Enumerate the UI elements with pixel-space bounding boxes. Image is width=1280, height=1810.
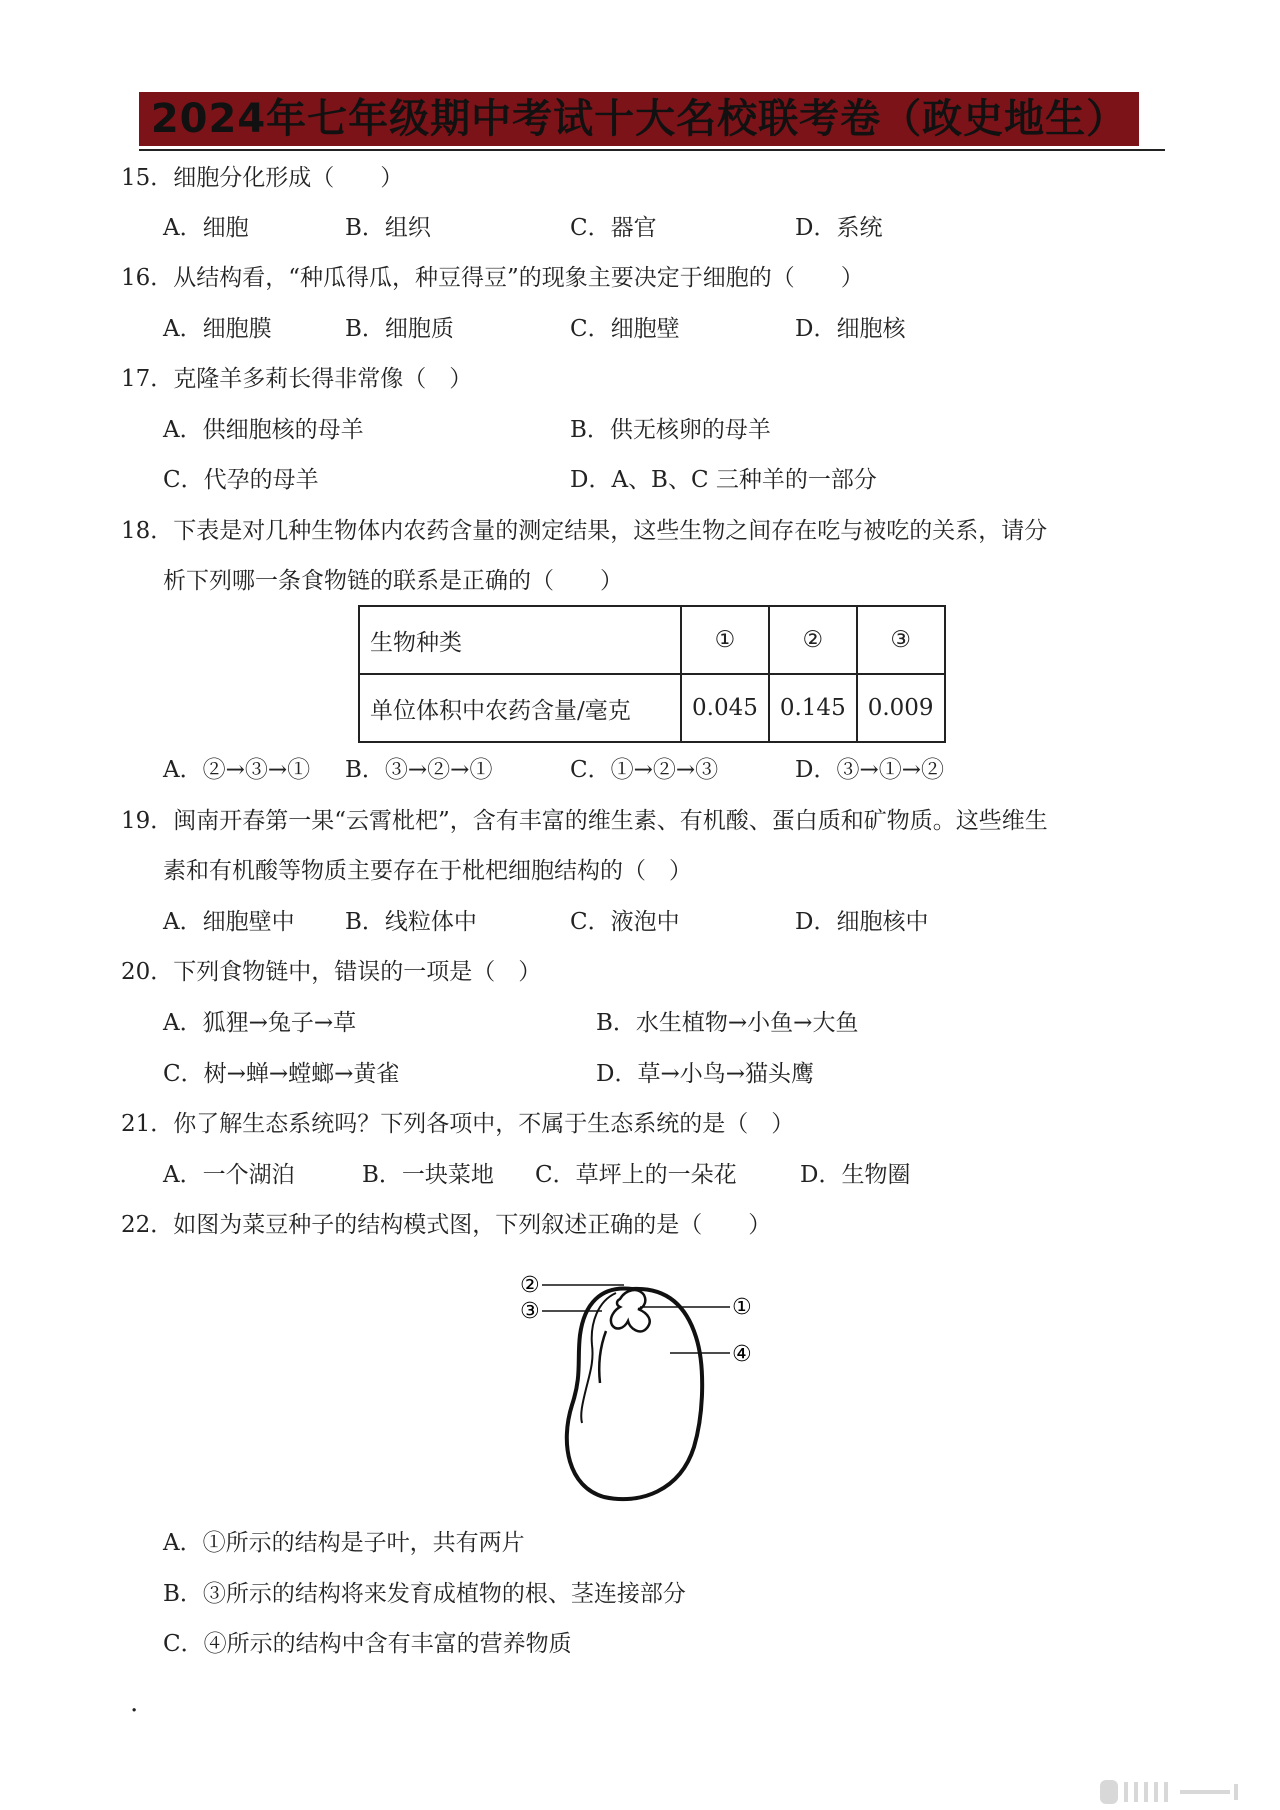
bean-seed-diagram [520, 1265, 780, 1515]
pesticide-table [358, 605, 946, 743]
q22-option-c: C．④所示的结构中含有丰富的营养物质 [163, 1631, 572, 1657]
q16-option-c: C．细胞壁 [570, 316, 680, 342]
q19-option-c: C．液泡中 [570, 909, 680, 935]
table-row [359, 674, 945, 742]
q18-option-b: B．③→②→① [345, 757, 493, 783]
table-cell: 0.145 [769, 674, 857, 742]
q19-option-d: D．细胞核中 [795, 909, 929, 935]
question-16-stem: 16．从结构看，“种瓜得瓜，种豆得豆”的现象主要决定于细胞的（ ） [121, 265, 864, 291]
q15-option-b: B．组织 [345, 215, 431, 241]
question-20-stem: 20．下列食物链中，错误的一项是（ ） [121, 959, 542, 985]
exam-title-banner: 2024年七年级期中考试十大名校联考卷（政史地生） [139, 92, 1139, 146]
table-cell: 0.009 [857, 674, 945, 742]
q15-option-a: A．细胞 [163, 215, 249, 241]
table-row [359, 606, 945, 674]
q16-option-d: D．细胞核 [795, 316, 906, 342]
question-15-stem: 15．细胞分化形成（ ） [121, 165, 404, 191]
question-21-stem: 21．你了解生态系统吗？下列各项中，不属于生态系统的是（ ） [121, 1111, 795, 1137]
radicle-line [599, 1331, 606, 1383]
table-cell: 生物种类 [359, 606, 681, 674]
q19-option-a: A．细胞壁中 [163, 909, 295, 935]
q18-option-c: C．①→②→③ [570, 757, 719, 783]
q18-option-d: D．③→①→② [795, 757, 944, 783]
q17-option-c: C．代孕的母羊 [163, 467, 319, 493]
corner-watermark [1100, 1778, 1260, 1806]
q22-option-a: A．①所示的结构是子叶，共有两片 [163, 1530, 525, 1556]
q20-option-c: C．树→蝉→螳螂→黄雀 [163, 1061, 400, 1087]
seed-coat-outline [567, 1288, 702, 1499]
table-cell: 0.045 [681, 674, 769, 742]
question-18-stem-line1: 18．下表是对几种生物体内农药含量的测定结果，这些生物之间存在吃与被吃的关系，请分 [121, 518, 1048, 544]
q20-option-d: D．草→小鸟→猫头鹰 [596, 1061, 814, 1087]
q22-option-b: B．③所示的结构将来发育成植物的根、茎连接部分 [163, 1581, 686, 1607]
diagram-label: ③ [520, 1299, 540, 1324]
q21-option-c: C．草坪上的一朵花 [535, 1162, 737, 1188]
diagram-label: ④ [732, 1342, 752, 1367]
q21-option-d: D．生物圈 [800, 1162, 911, 1188]
question-19-stem-line1: 19．闽南开春第一果“云霄枇杷”，含有丰富的维生素、有机酸、蛋白质和矿物质。这些维生 [121, 808, 1048, 834]
q15-option-d: D．系统 [795, 215, 883, 241]
q21-option-b: B．一块菜地 [362, 1162, 494, 1188]
table-cell: 单位体积中农药含量/毫克 [359, 674, 681, 742]
q16-option-b: B．细胞质 [345, 316, 454, 342]
table-cell: ① [681, 606, 769, 674]
q20-option-a: A．狐狸→兔子→草 [163, 1010, 357, 1036]
question-17-stem: 17．克隆羊多莉长得非常像（ ） [121, 366, 473, 392]
table-cell: ② [769, 606, 857, 674]
question-19-stem-line2: 素和有机酸等物质主要存在于枇杷细胞结构的（ ） [163, 858, 692, 884]
q17-option-d: D．A、B、C 三种羊的一部分 [570, 467, 877, 493]
q16-option-a: A．细胞膜 [163, 316, 272, 342]
diagram-label: ② [520, 1273, 540, 1298]
q20-option-b: B．水生植物→小鱼→大鱼 [596, 1010, 859, 1036]
q17-option-b: B．供无核卵的母羊 [570, 417, 771, 443]
table-cell: ③ [857, 606, 945, 674]
q17-option-a: A．供细胞核的母羊 [163, 417, 364, 443]
embryo-shape [611, 1290, 650, 1331]
q19-option-b: B．线粒体中 [345, 909, 477, 935]
question-18-stem-line2: 析下列哪一条食物链的联系是正确的（ ） [163, 568, 623, 594]
q18-option-a: A．②→③→① [163, 757, 311, 783]
title-underline [139, 149, 1165, 151]
page-dot: . [130, 1688, 139, 1718]
question-22-stem: 22．如图为菜豆种子的结构模式图，下列叙述正确的是（ ） [121, 1212, 772, 1238]
q15-option-c: C．器官 [570, 215, 657, 241]
diagram-label: ① [732, 1295, 752, 1320]
q21-option-a: A．一个湖泊 [163, 1162, 295, 1188]
